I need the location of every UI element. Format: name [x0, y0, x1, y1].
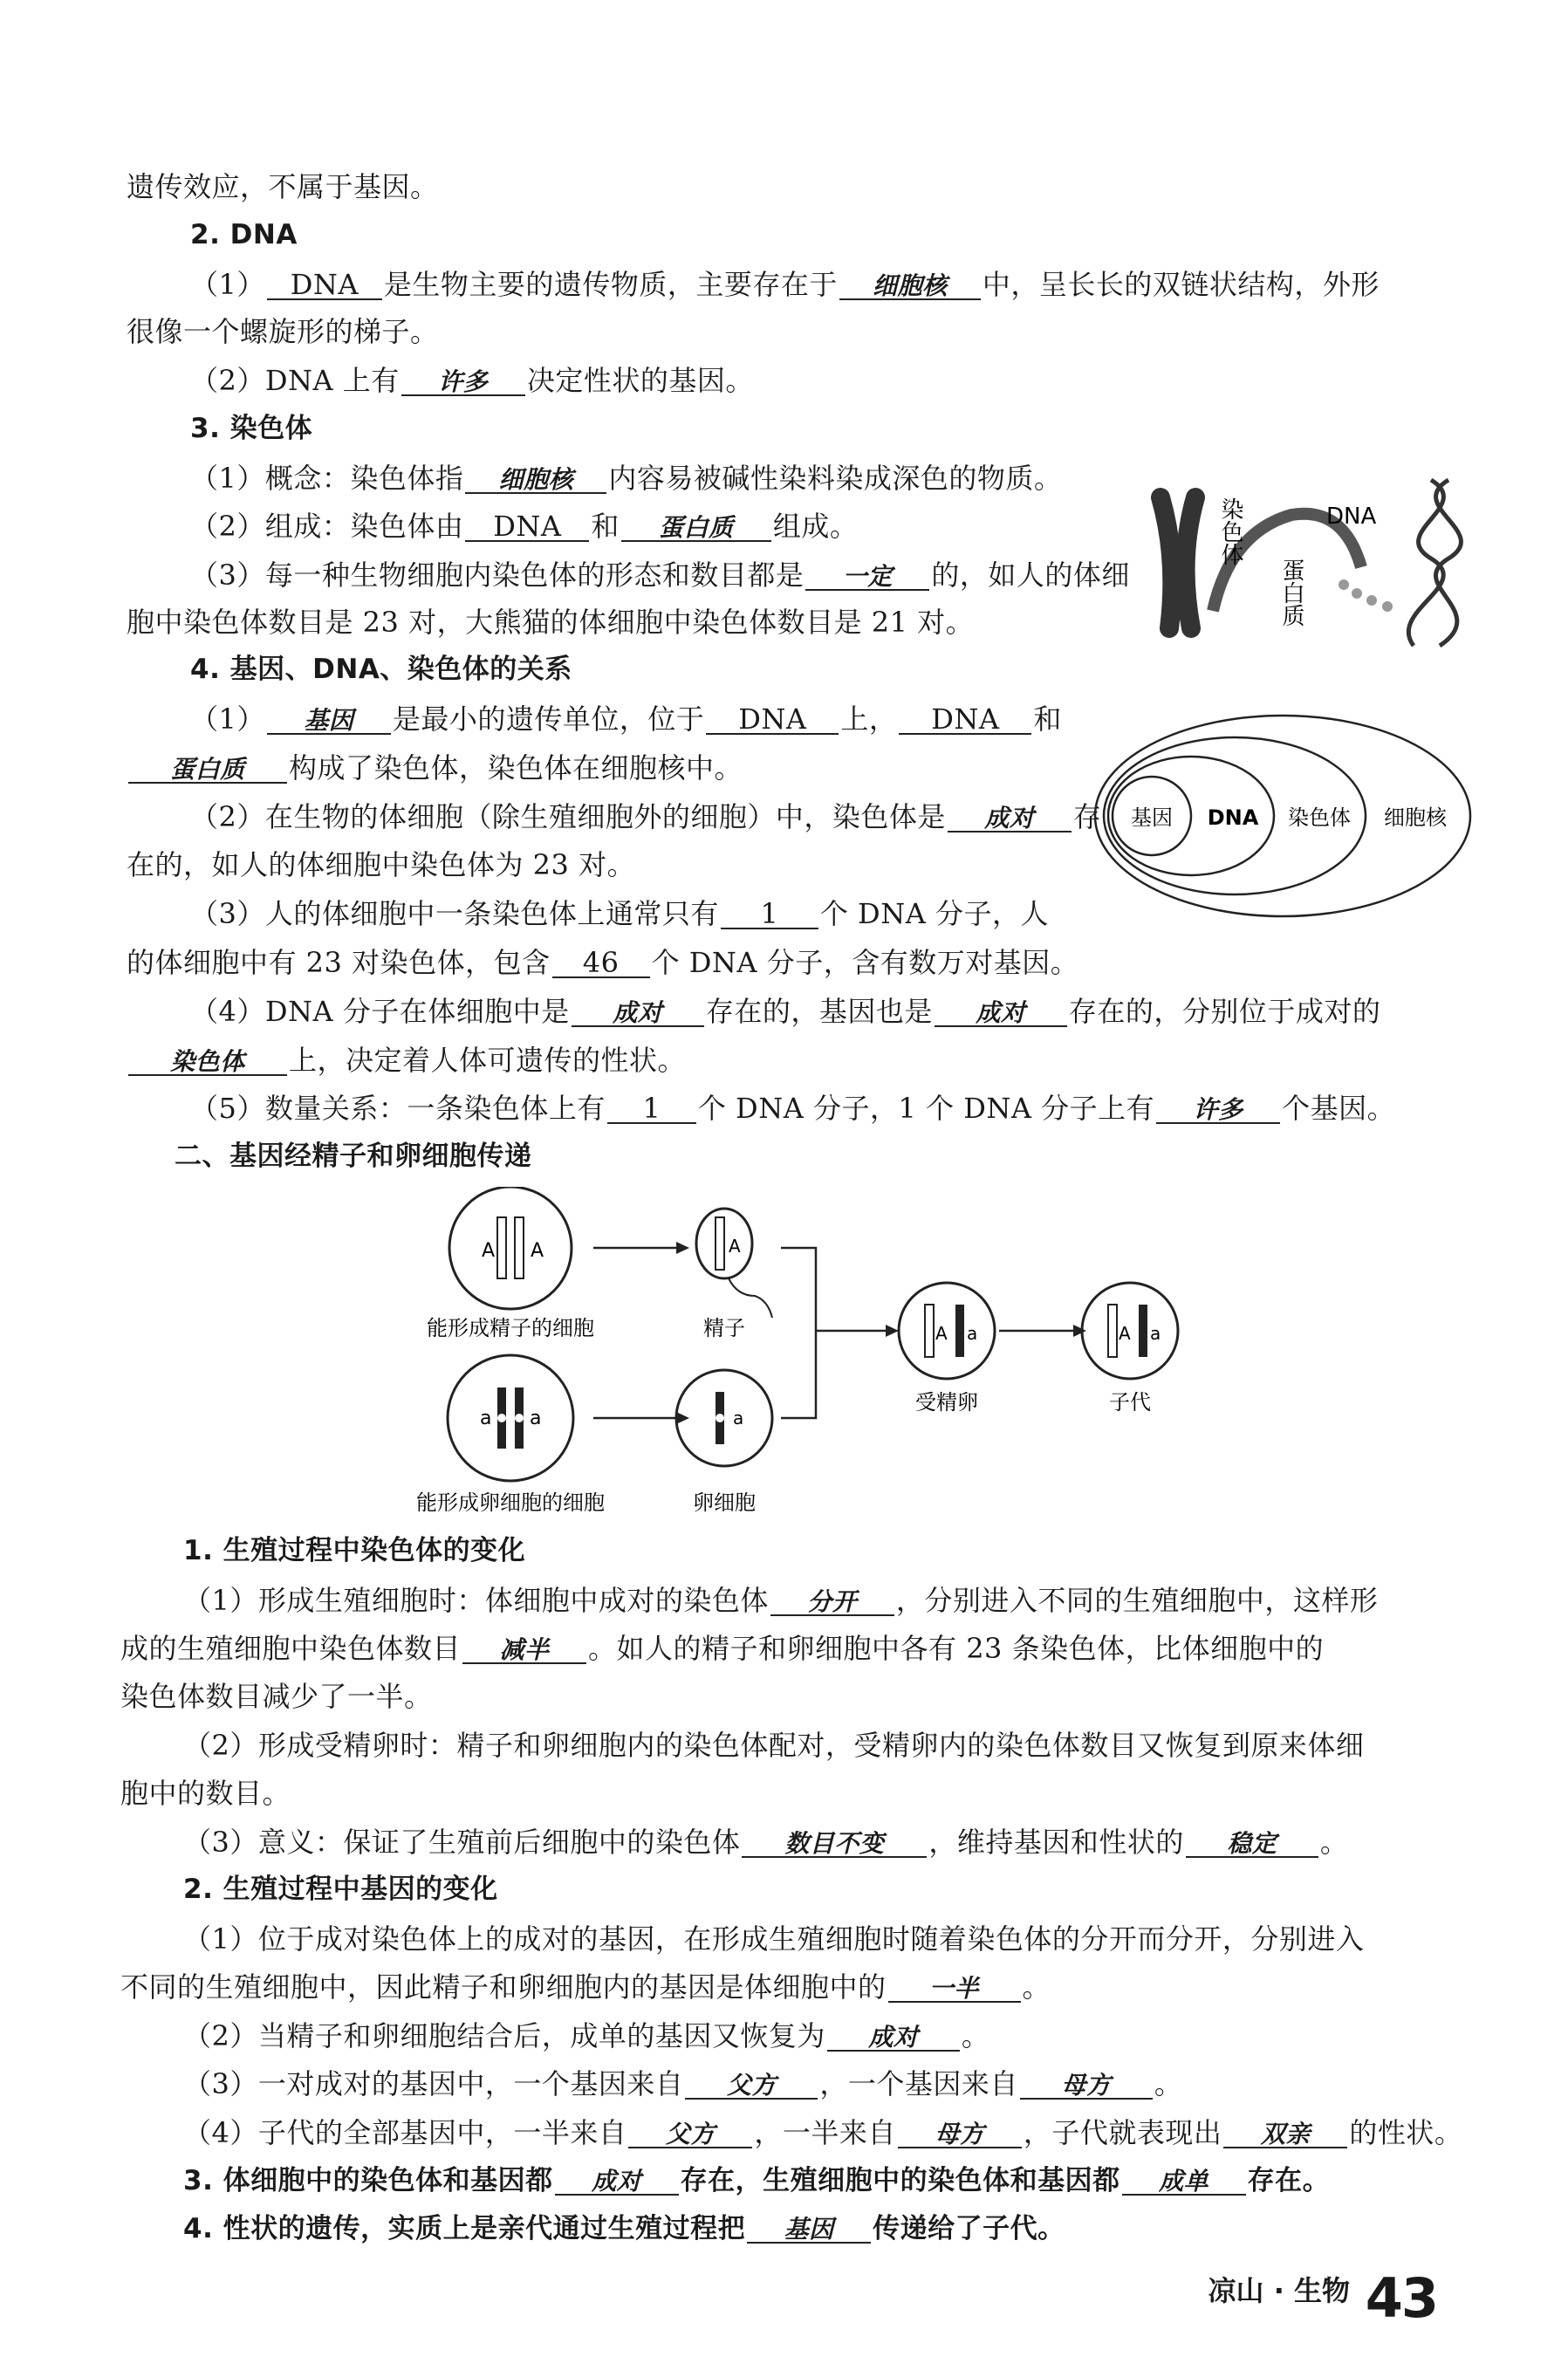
- svg-text:a: a: [1150, 1323, 1161, 1344]
- zygote-cell: [899, 1283, 995, 1379]
- label-protein: 蛋白质: [1278, 558, 1304, 627]
- chromosome-line-2: （2）组成：染色体由 DNA 和 蛋白质 组成。: [190, 510, 859, 543]
- answer-blank[interactable]: 稳定: [1186, 1832, 1318, 1858]
- nested-ellipse-diagram: [1091, 711, 1475, 921]
- relationship-line-2: 蛋白质 构成了染色体，染色体在细胞核中。: [127, 754, 743, 784]
- answer-blank[interactable]: 分开: [770, 1590, 894, 1616]
- relationship-line-5: （3）人的体细胞中一条染色体上通常只有 1 个 DNA 分子，人: [190, 897, 1049, 930]
- chromosome-line-1: （1）概念：染色体指 细胞核 内容易被碱性染料染成深色的物质。: [190, 462, 1063, 495]
- answer-blank[interactable]: 父方: [628, 2122, 752, 2148]
- offspring-cell: [1082, 1283, 1178, 1379]
- chromosome-dna-illustration: [1143, 462, 1483, 654]
- gene-line-3: （2）当精子和卵细胞结合后，成单的基因又恢复为 成对 。: [183, 2019, 990, 2052]
- answer-blank[interactable]: 成对: [827, 2025, 960, 2052]
- answer-blank[interactable]: 母方: [1020, 2073, 1153, 2100]
- label-offspring: 子代: [1109, 1390, 1151, 1415]
- answer-blank[interactable]: 一半: [888, 1977, 1021, 2003]
- egg-parent-cell: [448, 1355, 573, 1481]
- change-line-2: 成的生殖细胞中染色体数目 减半 。如人的精子和卵细胞中各有 23 条染色体，比体细胞中的: [120, 1632, 1325, 1665]
- answer-blank[interactable]: 成对: [948, 806, 1072, 832]
- label-gene: 基因: [1131, 805, 1173, 830]
- answer-blank[interactable]: 父方: [685, 2073, 818, 2100]
- label-dna: DNA: [1207, 805, 1259, 830]
- relationship-line-6: 的体细胞中有 23 对染色体，包含 46 个 DNA 分子，含有数万对基因。: [127, 946, 1079, 979]
- answer-blank[interactable]: 一定: [805, 565, 929, 591]
- answer-blank[interactable]: 1: [607, 1094, 696, 1124]
- answer-blank[interactable]: DNA: [267, 271, 382, 300]
- chromosome-icon: [1161, 497, 1195, 628]
- summary-line-3: 3. 体细胞中的染色体和基因都 成对 存在，生殖细胞中的染色体和基因都 成单 存在。: [183, 2165, 1331, 2196]
- answer-blank[interactable]: DNA: [706, 705, 839, 735]
- label-nucleus: 细胞核: [1384, 805, 1447, 830]
- section-chromosome-heading: 3. 染色体: [190, 413, 313, 444]
- label-egg: 卵细胞: [693, 1490, 756, 1515]
- answer-blank[interactable]: 减半: [462, 1638, 586, 1664]
- gene-line-4: （3）一对成对的基因中，一个基因来自 父方 ，一个基因来自 母方 。: [183, 2067, 1183, 2100]
- answer-blank[interactable]: 许多: [401, 370, 525, 396]
- gene-line-5: （4）子代的全部基因中，一半来自 父方 ，一半来自 母方 ，子代就表现出 双亲 的性状。: [183, 2116, 1463, 2149]
- intro-tail: 遗传效应，不属于基因。: [127, 170, 439, 203]
- change-line-1: （1）形成生殖细胞时：体细胞中成对的染色体 分开 ，分别进入不同的生殖细胞中，这样形: [183, 1584, 1379, 1617]
- sperm-cell: [696, 1209, 772, 1318]
- relationship-line-8: 染色体 上，决定着人体可遗传的性状。: [127, 1046, 686, 1076]
- answer-blank[interactable]: 数目不变: [742, 1832, 927, 1858]
- answer-blank[interactable]: 基因: [267, 709, 391, 735]
- relationship-line-1: （1） 基因 是最小的遗传单位，位于 DNA 上， DNA 和: [190, 702, 1062, 736]
- section-relationship-heading: 4. 基因、DNA、染色体的关系: [190, 654, 572, 685]
- answer-blank[interactable]: 细胞核: [839, 274, 981, 300]
- arrow-lines: [593, 1248, 1073, 1418]
- svg-text:A: A: [1119, 1323, 1131, 1344]
- svg-text:a: a: [733, 1408, 744, 1429]
- answer-blank[interactable]: 蛋白质: [128, 757, 287, 784]
- change-line-4: （2）形成受精卵时：精子和卵细胞内的染色体配对，受精卵内的染色体数目又恢复到原来体细: [183, 1729, 1365, 1762]
- label-egg-parent: 能形成卵细胞的细胞: [416, 1490, 605, 1515]
- footer-brand: 凉山 · 生物: [1208, 2274, 1350, 2307]
- svg-text:a: a: [967, 1323, 978, 1344]
- answer-blank[interactable]: 成对: [935, 1001, 1067, 1027]
- answer-blank[interactable]: 蛋白质: [621, 516, 771, 542]
- relationship-line-3: （2）在生物的体细胞（除生殖细胞外的细胞）中，染色体是 成对 存: [190, 800, 1102, 833]
- svg-text:a: a: [530, 1408, 542, 1429]
- sperm-parent-cell: [449, 1187, 572, 1309]
- relationship-line-7: （4）DNA 分子在体细胞中是 成对 存在的，基因也是 成对 存在的，分别位于成对的: [190, 995, 1381, 1028]
- chromosome-change-heading: 1. 生殖过程中染色体的变化: [183, 1535, 526, 1566]
- answer-blank[interactable]: 成对: [555, 2169, 679, 2196]
- label-sperm-parent: 能形成精子的细胞: [427, 1316, 594, 1340]
- gene-change-heading: 2. 生殖过程中基因的变化: [183, 1874, 498, 1905]
- bead-dots: [1339, 579, 1393, 612]
- dna-line-1: （1） DNA 是生物主要的遗传物质，主要存在于 细胞核 中，呈长长的双链状结构，外形: [190, 268, 1380, 301]
- relationship-line-9: （5）数量关系：一条染色体上有 1 个 DNA 分子，1 个 DNA 分子上有 许多 个基因。: [190, 1092, 1396, 1125]
- svg-text:A: A: [729, 1236, 741, 1257]
- relationship-line-4: 在的，如人的体细胞中染色体为 23 对。: [127, 848, 636, 881]
- answer-blank[interactable]: 染色体: [128, 1050, 287, 1076]
- label-zygote: 受精卵: [915, 1390, 978, 1415]
- answer-blank[interactable]: 双亲: [1223, 2122, 1347, 2148]
- change-line-3: 染色体数目减少了一半。: [120, 1680, 433, 1713]
- svg-text:A: A: [935, 1323, 948, 1344]
- label-chromosome: 染色体: [1288, 805, 1351, 830]
- label-sperm: 精子: [703, 1316, 745, 1340]
- svg-text:A: A: [531, 1240, 544, 1262]
- part-two-heading: 二、基因经精子和卵细胞传递: [175, 1141, 532, 1172]
- gene-line-2: 不同的生殖细胞中，因此精子和卵细胞内的基因是体细胞中的 一半 。: [120, 1970, 1051, 2004]
- answer-blank[interactable]: 1: [721, 900, 818, 929]
- gamete-flow-diagram: [384, 1187, 1187, 1527]
- dna-line-2: 很像一个螺旋形的梯子。: [127, 315, 439, 348]
- answer-blank[interactable]: DNA: [899, 705, 1031, 735]
- page-number: 43: [1365, 2266, 1437, 2330]
- dna-line-3: （2）DNA 上有 许多 决定性状的基因。: [190, 364, 754, 397]
- answer-blank[interactable]: 细胞核: [465, 468, 606, 494]
- gene-line-1: （1）位于成对染色体上的成对的基因，在形成生殖细胞时随着染色体的分开而分开，分别进入: [183, 1922, 1365, 1956]
- label-dna: DNA: [1326, 504, 1377, 530]
- answer-blank[interactable]: 许多: [1156, 1098, 1280, 1124]
- change-line-5: 胞中的数目。: [120, 1777, 291, 1810]
- summary-line-4: 4. 性状的遗传，实质上是亲代通过生殖过程把 基因 传递给了子代。: [183, 2213, 1065, 2244]
- chromosome-line-4: 胞中染色体数目是 23 对，大熊猫的体细胞中染色体数目是 21 对。: [127, 606, 975, 639]
- answer-blank[interactable]: 成单: [1122, 2169, 1246, 2196]
- chromosome-line-3: （3）每一种生物细胞内染色体的形态和数目都是 一定 的，如人的体细: [190, 558, 1130, 592]
- change-line-6: （3）意义：保证了生殖前后细胞中的染色体 数目不变 ，维持基因和性状的 稳定 。: [183, 1826, 1349, 1859]
- answer-blank[interactable]: DNA: [465, 512, 589, 542]
- egg-cell: [676, 1370, 772, 1466]
- answer-blank[interactable]: 成对: [572, 1001, 704, 1027]
- answer-blank[interactable]: 母方: [898, 2122, 1022, 2148]
- answer-blank[interactable]: 46: [552, 949, 650, 978]
- svg-text:A: A: [482, 1240, 496, 1262]
- dna-helix-icon: [1408, 480, 1461, 646]
- answer-blank[interactable]: 基因: [747, 2217, 871, 2244]
- label-chromosome: 染色体: [1217, 497, 1243, 565]
- section-dna-heading: 2. DNA: [190, 219, 298, 250]
- svg-text:a: a: [480, 1408, 492, 1429]
